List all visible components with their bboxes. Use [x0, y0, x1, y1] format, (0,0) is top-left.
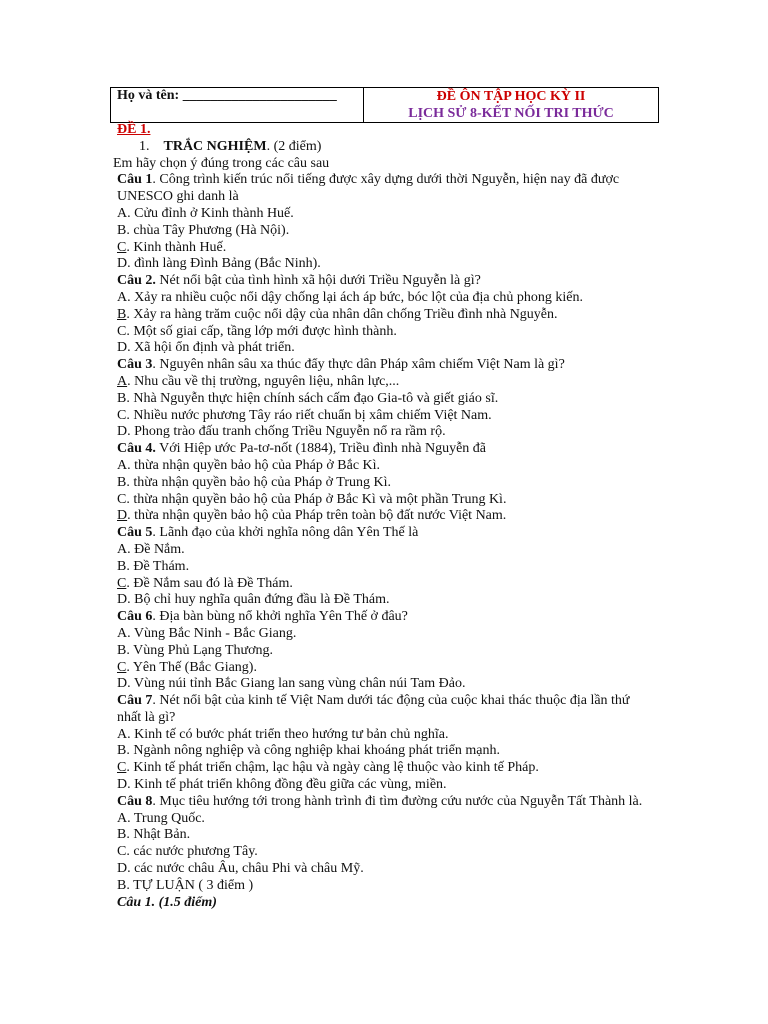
- option-b: [117, 475, 653, 492]
- exam-code: ĐỀ 1.: [117, 122, 151, 137]
- question-text: Nét nổi bật của tình hình xã hội dưới Triều Nguyễn là gì?: [155, 273, 481, 289]
- option-text: . Vùng núi tỉnh Bắc Giang lan sang vùng chân núi Tam Đảo.: [127, 676, 466, 692]
- option-letter: D: [117, 424, 128, 440]
- option-text: . Kinh tế có bước phát triển theo hướng tư bản chủ nghĩa.: [127, 726, 449, 742]
- question-7: [117, 693, 653, 727]
- question-label: Câu 7: [117, 693, 153, 709]
- option-letter: C: [117, 659, 127, 675]
- option-text: . Nhiều nước phương Tây ráo riết chuẩn bị xâm chiếm Việt Nam.: [126, 407, 492, 423]
- question-label: Câu 3: [117, 357, 153, 373]
- question-label: Câu 8: [117, 793, 153, 809]
- option-d: [117, 861, 653, 878]
- exam-title-cell: [364, 88, 659, 123]
- option-a: [117, 626, 653, 643]
- option-text: . Bộ chỉ huy nghĩa quân đứng đầu là Đề Thám.: [127, 592, 390, 608]
- question-list: [117, 172, 653, 877]
- question-text: Với Hiệp ước Pa-tơ-nốt (1884), Triều đình nhà Nguyễn đã: [155, 441, 487, 457]
- option-letter: C: [117, 323, 127, 339]
- option-letter: B: [117, 222, 127, 238]
- option-text: . chùa Tây Phương (Hà Nội).: [126, 222, 290, 238]
- option-letter: A: [117, 810, 128, 826]
- option-letter: A: [117, 373, 128, 389]
- option-a: [117, 374, 653, 391]
- option-text: . các nước phương Tây.: [126, 844, 258, 860]
- option-text: . Yên Thế (Bắc Giang).: [126, 659, 257, 675]
- option-d: [117, 340, 653, 357]
- option-text: . Nhu cầu về thị trường, nguyên liệu, nhân lực,...: [127, 373, 400, 389]
- option-c: [117, 660, 653, 677]
- question-6: [117, 609, 653, 626]
- option-text: . thừa nhận quyền bảo hộ của Pháp ở Bắc Kì và một phần Trung Kì.: [126, 491, 507, 507]
- question-text: . Lãnh đạo của khởi nghĩa nông dân Yên Thế là: [152, 525, 419, 541]
- option-text: . thừa nhận quyền bảo hộ của Pháp ở Bắc Kì.: [127, 457, 381, 473]
- student-name-cell: [111, 88, 364, 123]
- option-a: [117, 542, 653, 559]
- question-label: Câu 5: [117, 525, 153, 541]
- question-label: Câu 4.: [117, 441, 156, 457]
- option-letter: A: [117, 205, 128, 221]
- option-text: . Kinh tế phát triển chậm, lạc hậu và ngày càng lệ thuộc vào kinh tế Pháp.: [126, 760, 539, 776]
- header-table: [110, 87, 659, 123]
- option-c: [117, 576, 653, 593]
- option-text: . Xảy ra nhiều cuộc nổi dậy chống lại ách áp bức, bóc lột của địa chủ phong kiến.: [127, 289, 583, 305]
- option-text: . Ngành nông nghiệp và công nghiệp khai khoáng phát triển mạnh.: [126, 743, 500, 759]
- option-letter: B: [117, 827, 127, 843]
- option-letter: C: [117, 760, 127, 776]
- question-2: [117, 273, 653, 290]
- option-letter: A: [117, 726, 128, 742]
- option-letter: B: [117, 474, 127, 490]
- option-text: . Đề Nắm.: [127, 541, 185, 557]
- question-text: . Địa bàn bùng nổ khởi nghĩa Yên Thế ở đâu?: [152, 609, 408, 625]
- option-d: [117, 777, 653, 794]
- option-b: [117, 391, 653, 408]
- option-d: [117, 676, 653, 693]
- option-d: [117, 508, 653, 525]
- option-text: . Kinh tế phát triển không đồng đều giữa các vùng, miền.: [127, 777, 447, 793]
- option-letter: A: [117, 457, 128, 473]
- option-c: [117, 492, 653, 509]
- option-letter: C: [117, 491, 127, 507]
- option-text: . Vùng Bắc Ninh - Bắc Giang.: [127, 625, 297, 641]
- option-text: . Nhà Nguyễn thực hiện chính sách cấm đạo Gia-tô và giết giáo sĩ.: [126, 390, 499, 406]
- option-a: [117, 290, 653, 307]
- option-b: [117, 223, 653, 240]
- option-a: [117, 811, 653, 828]
- section-number: 1.: [139, 138, 150, 154]
- option-text: . Vùng Phủ Lạng Thương.: [126, 642, 274, 658]
- question-5: [117, 525, 653, 542]
- question-3: [117, 357, 653, 374]
- exam-subtitle: LỊCH SỬ 8-KẾT NỐI TRI THỨC: [408, 106, 614, 121]
- option-letter: D: [117, 256, 128, 272]
- option-letter: A: [117, 289, 128, 305]
- question-label: Câu 6: [117, 609, 153, 625]
- instruction: Em hãy chọn ý đúng trong các câu sau: [113, 155, 330, 171]
- option-text: . Đề Nắm sau đó là Đề Thám.: [126, 575, 293, 591]
- document-body: [113, 122, 653, 911]
- option-c: [117, 760, 653, 777]
- option-a: [117, 206, 653, 223]
- option-text: . thừa nhận quyền bảo hộ của Pháp ở Trung Kì.: [126, 474, 391, 490]
- option-c: [117, 844, 653, 861]
- question-label: Câu 2.: [117, 273, 156, 289]
- question-4: [117, 441, 653, 458]
- question-8: [117, 794, 653, 811]
- option-d: [117, 592, 653, 609]
- option-b: [117, 307, 653, 324]
- option-c: [117, 324, 653, 341]
- option-letter: D: [117, 508, 128, 524]
- essay-section-heading: B. TỰ LUẬN ( 3 điểm ): [117, 877, 254, 893]
- option-letter: B: [117, 306, 127, 322]
- option-letter: B: [117, 390, 127, 406]
- option-text: . Phong trào đấu tranh chống Triều Nguyễn nổ ra rầm rộ.: [127, 424, 446, 440]
- option-d: [117, 424, 653, 441]
- option-b: [117, 827, 653, 844]
- student-name-label: Họ và tên: ______________________: [117, 88, 337, 103]
- option-a: [117, 727, 653, 744]
- option-d: [117, 256, 653, 273]
- question-text: . Nét nổi bật của kinh tế Việt Nam dưới tác động của cuộc khai thác thuộc địa lần thứ nhất là gì?: [117, 693, 630, 725]
- option-c: [117, 408, 653, 425]
- option-a: [117, 458, 653, 475]
- option-text: . Đề Thám.: [126, 558, 190, 574]
- question-text: . Nguyên nhân sâu xa thúc đẩy thực dân Pháp xâm chiếm Việt Nam là gì?: [152, 357, 565, 373]
- option-letter: D: [117, 777, 128, 793]
- option-letter: B: [117, 743, 127, 759]
- option-text: . Cửu đỉnh ở Kinh thành Huế.: [127, 205, 294, 221]
- option-b: [117, 743, 653, 760]
- option-c: [117, 240, 653, 257]
- option-text: . Nhật Bản.: [126, 827, 191, 843]
- question-text: . Công trình kiến trúc nổi tiếng được xây dựng dưới thời Nguyễn, hiện nay đã được UNESCO ghi danh là: [117, 172, 620, 205]
- option-letter: C: [117, 844, 127, 860]
- option-b: [117, 643, 653, 660]
- option-text: . thừa nhận quyền bảo hộ của Pháp trên toàn bộ đất nước Việt Nam.: [127, 508, 507, 524]
- question-text: . Mục tiêu hướng tới trong hành trình đi tìm đường cứu nước của Nguyễn Tất Thành là.: [152, 793, 643, 809]
- option-text: . Một số giai cấp, tầng lớp mới được hình thành.: [126, 323, 397, 339]
- option-letter: A: [117, 625, 128, 641]
- option-letter: D: [117, 340, 128, 356]
- question-1: [117, 172, 653, 206]
- option-text: . các nước châu Âu, châu Phi và châu Mỹ.: [127, 861, 364, 877]
- option-letter: C: [117, 407, 127, 423]
- section-title: TRẮC NGHIỆM: [163, 138, 267, 154]
- option-letter: C: [117, 239, 127, 255]
- option-text: . Kinh thành Huế.: [126, 239, 227, 255]
- exam-title: ĐỀ ÔN TẬP HỌC KỲ II: [436, 89, 586, 104]
- section-points: . (2 điểm): [266, 138, 322, 154]
- option-letter: C: [117, 575, 127, 591]
- option-letter: D: [117, 676, 128, 692]
- option-letter: B: [117, 642, 127, 658]
- option-letter: A: [117, 541, 128, 557]
- option-letter: B: [117, 558, 127, 574]
- option-letter: D: [117, 592, 128, 608]
- section-heading: [117, 139, 653, 156]
- option-text: . Xã hội ổn định và phát triển.: [127, 340, 295, 356]
- option-text: . đình làng Đình Bảng (Bắc Ninh).: [127, 256, 321, 272]
- question-label: Câu 1: [117, 172, 153, 188]
- option-b: [117, 559, 653, 576]
- option-letter: D: [117, 861, 128, 877]
- essay-question-1: Câu 1. (1.5 điểm): [117, 894, 217, 910]
- option-text: . Trung Quốc.: [127, 810, 205, 826]
- option-text: . Xảy ra hàng trăm cuộc nổi dậy của nhân dân chống Triều đình nhà Nguyễn.: [126, 306, 558, 322]
